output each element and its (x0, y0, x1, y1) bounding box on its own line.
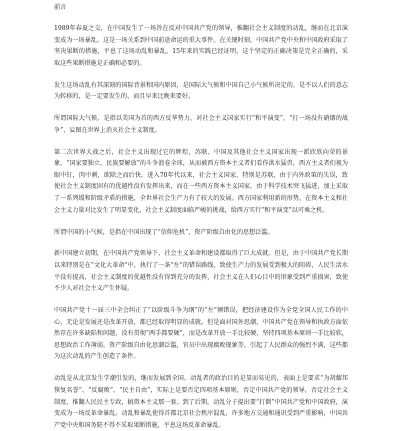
preface-heading: 前言 (54, 4, 67, 11)
paragraph-8: 动乱是从北京发生学潮引发的，继而发展到全国。动乱者的政治目的是显而易见的，表面上是要求“为胡耀邦恢复名誉”、“反腐败”、“民主自由”，实际上是要否定四项基本原则，否定中国共产党的领导，否定社会主义制度，推翻人民民主专政，搞资本主义那一套。到了后期，动乱分子提出要“打倒”中国共产党和中国政府，演变成为一场反革命暴乱。动乱和暴乱使得首都北京社会秩序混乱，许多地方交通和通讯受到严重影响，中国共产党中央和国务院不得不采取果断措施，平息这场反革命暴乱。 (54, 375, 348, 429)
paragraph-3: 所谓国际大气候，是指以美国为首的西方反华势力，对社会主义国家实行“和平演变”，“打一场没有硝烟的战争”，妄图在世界上消灭社会主义制度。 (54, 115, 348, 134)
paragraph-1: 1989年春夏之交，在中国发生了一场旨在反对中国共产党的领导，推翻社会主义制度的动乱，继而在北京演变成为一场暴乱。这是一场关系到中国前途命运的重大事件。在关键时刻，中国共产党中央和中国政府采取了坚决果断的措施，平息了这场动乱和暴乱，15年来的实践已经证明，这个坚定的正确决策是完全正确的，采取这些果断措施是正确和必要的。 (54, 25, 348, 67)
paragraph-2: 发生这场动乱有其深刻的国际背景和国内原因，是国际大气候和中国自己小气候所决定的，是不以人们的意志为转移的，是一定要发生的，而且早来比晚来要好。 (54, 81, 348, 101)
paragraph-4: 第二次世界大战之后，社会主义出现过它的辉煌，苏联、中国及其他社会主义国家出现一派欣欣向荣的景象，“国家要独立，民族要解放”的斗争浪卷全球，从而被西方资本主义者们看作洪水猛兽，西方主义者们视为眼中钉，肉中刺，欲除之而后快。进入70年代以来，社会主义国家，特别是苏联，由于内外政策的失误，致使社会主义制度固有的优越性没有发挥出来，而在一些西方资本主义国家，由于科学技术突飞猛进，加上采取了一系列缓和阶级矛盾的措施，全世界社会生产力有了较大的发展。西方国家利用新的形势，在资本主义和社会主义力量对比发生了明显变化，社会主义制度面临严峻的挑战，给西方实行“和平演变”以可乘之机。 (54, 148, 348, 214)
paragraph-6: 新中国建立初期，在中国共产党领导下，社会主义革命和建设都取得了巨大成就。但是，由于中国共产党长期以来特别是在“文化大革命”中，执行了一条“左”的错误路线，致使生产力的发展受到极大的阻碍，人民生活水平没有提高，社会主义制度的优越性没有得到充分的发挥，社会主义在人们心目中的形象受到严重损害，致使不少人对社会主义产生怀疑。 (54, 250, 348, 293)
paragraph-5: 所谓中国的小气候，是指在中国出现了“信仰危机”，资产阶级自由化的思想泛滥。 (54, 228, 274, 236)
paragraph-7: 中国共产党十一届三中全会纠正了“以阶级斗争为纲”的“左”倾错误，把经济建设作为全党全国人民工作的中心，无论是发展还是改革开放，都已经取得明显的成就。但是面对国外思潮，中国共产党在领导和执政方面依然存在许多缺陷和问题，没有贯彻“两手都要硬”，而是改革开放一手比较硬，坚持四项基本原则一手比较软，思想政治工作薄弱，资产阶级自由化思潮泛滥，官员中出现腐败现象等，引起了人民群众的强烈不满，这些都为这次动乱的产生创造了条件。 (54, 307, 348, 361)
